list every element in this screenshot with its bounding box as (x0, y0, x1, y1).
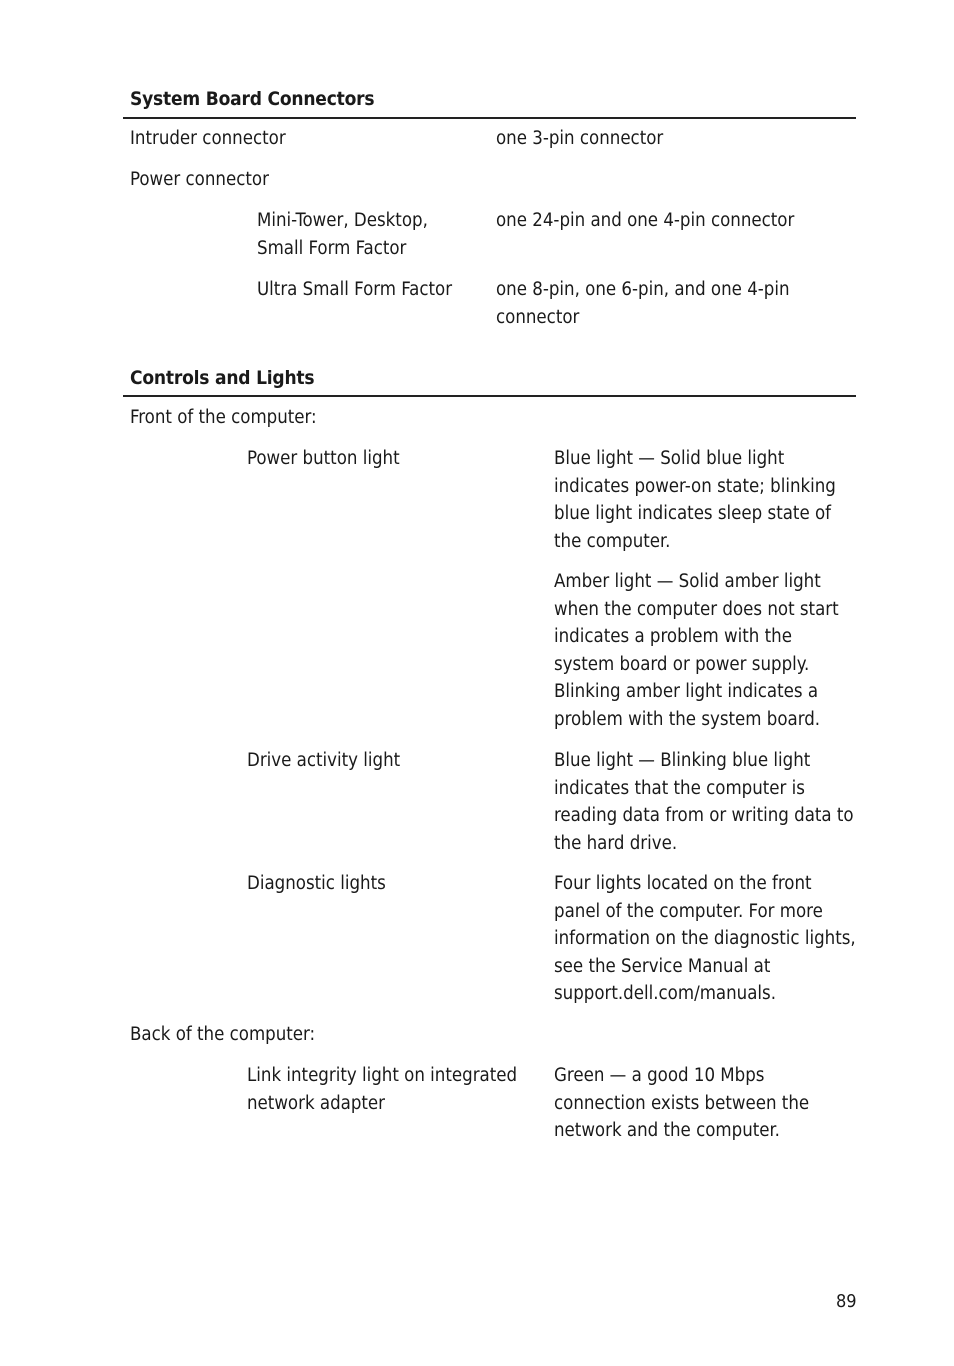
section-heading-controls-lights: Controls and Lights (130, 367, 315, 389)
minitower-value: one 24-pin and one 4-pin connector (496, 210, 795, 231)
power-button-blue-light-desc: Blue light — Solid blue light indicates power-on state; blinking blue light indicates sleep state of the computer. (554, 448, 836, 552)
back-of-computer-label: Back of the computer: (130, 1024, 316, 1045)
drive-activity-light-desc: Blue light — Blinking blue light indicates that the computer is reading data from or writing data to the hard drive. (554, 750, 854, 854)
diagnostic-lights-desc: Four lights located on the front panel of the computer. For more information on the diagnostic lights, see the Service Manual at support.dell.com/manuals. (554, 873, 856, 1004)
page-number: 89 (836, 1291, 857, 1312)
intruder-connector-value: one 3-pin connector (496, 128, 664, 149)
link-integrity-light-label: Link integrity light on integrated network adapter (247, 1065, 518, 1114)
power-button-amber-light-desc: Amber light — Solid amber light when the computer does not start indicates a problem with the system board or power supply. Blinking amber light indicates a problem with the system board. (554, 571, 839, 730)
minitower-label: Mini-Tower, Desktop, Small Form Factor (257, 210, 428, 259)
section-divider (123, 117, 856, 119)
section-heading-system-board: System Board Connectors (130, 88, 375, 110)
drive-activity-light-label: Drive activity light (247, 750, 401, 771)
front-of-computer-label: Front of the computer: (130, 407, 317, 428)
power-connector-label: Power connector (130, 169, 269, 190)
diagnostic-lights-label: Diagnostic lights (247, 873, 386, 894)
intruder-connector-label: Intruder connector (130, 128, 286, 149)
usff-label: Ultra Small Form Factor (257, 279, 453, 300)
usff-value: one 8-pin, one 6-pin, and one 4-pin connector (496, 279, 790, 328)
power-button-light-label: Power button light (247, 448, 400, 469)
section-divider (123, 395, 856, 397)
link-integrity-light-desc: Green — a good 10 Mbps connection exists between the network and the computer. (554, 1065, 810, 1141)
